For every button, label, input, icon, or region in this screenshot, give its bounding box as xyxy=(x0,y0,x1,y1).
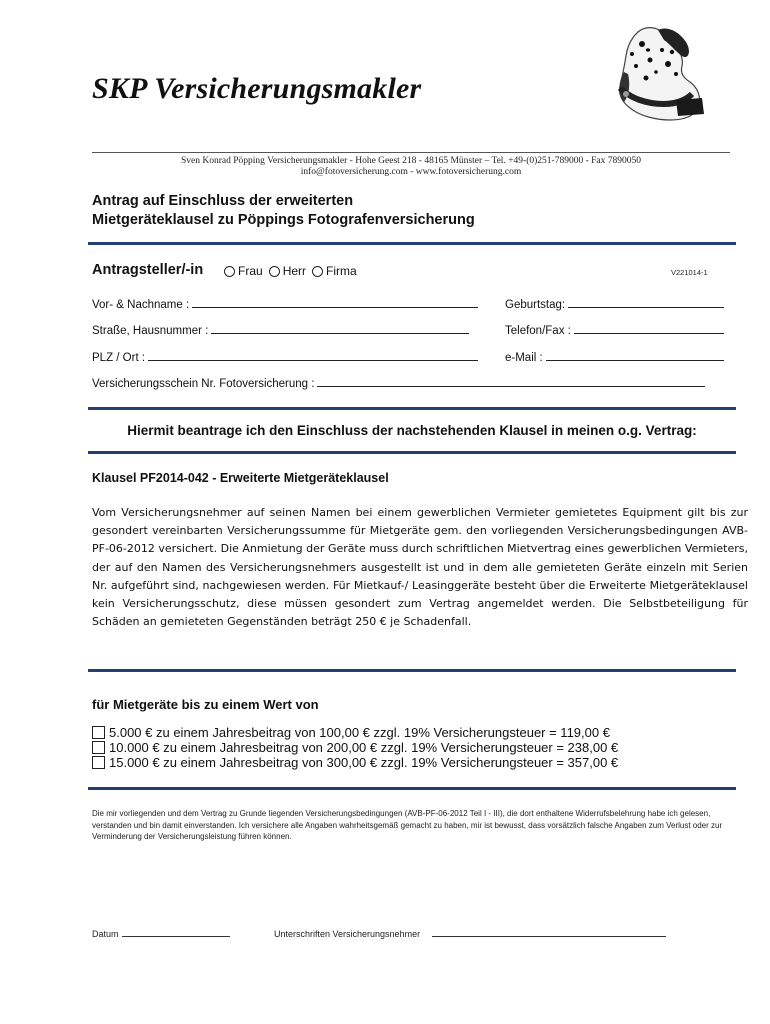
birthday-field[interactable]: Geburtstag: xyxy=(505,296,724,311)
section-bar xyxy=(88,669,736,672)
email-field[interactable]: e-Mail : xyxy=(505,349,724,364)
date-input-line[interactable] xyxy=(122,928,230,937)
company-name: SKP Versicherungsmakler xyxy=(92,72,422,105)
company-contact: info@fotoversicherung.com - www.fotoversicherung.com xyxy=(300,167,522,177)
street-input-line[interactable] xyxy=(211,322,469,334)
form-title xyxy=(92,192,475,230)
form-title-line1: Antrag auf Einschluss der erweiterten xyxy=(92,193,354,209)
signature-field[interactable]: Unterschriften Versicherungsnehmer xyxy=(274,928,666,939)
email-input-line[interactable] xyxy=(546,349,724,361)
city-field[interactable]: PLZ / Ort : xyxy=(92,349,478,364)
checkbox-icon[interactable] xyxy=(92,726,105,739)
form-title-line2: Mietgeräteklausel zu Pöppings Fotografenversicherung xyxy=(92,212,475,228)
option-5000[interactable]: 5.000 € zu einem Jahresbeitrag von 100,00 € zzgl. 19% Versicherungsteuer = 119,00 € xyxy=(92,725,610,740)
radio-herr[interactable]: Herr xyxy=(269,264,306,278)
signature-input-line[interactable] xyxy=(432,928,666,937)
section-bar xyxy=(88,787,736,790)
phone-input-line[interactable] xyxy=(574,322,724,334)
radio-frau[interactable]: Frau xyxy=(224,264,263,278)
policy-number-field[interactable]: Versicherungsschein Nr. Fotoversicherung : xyxy=(92,375,705,390)
date-field[interactable]: Datum xyxy=(92,928,230,939)
section-bar xyxy=(88,451,736,454)
salutation-radio-group xyxy=(224,264,363,278)
request-statement: Hiermit beantrage ich den Einschluss der nachstehenden Klausel in meinen o.g. Vertrag: xyxy=(127,423,697,438)
street-field[interactable]: Straße, Hausnummer : xyxy=(92,322,469,337)
applicant-label: Antragsteller/-in xyxy=(92,262,204,278)
clause-title: Klausel PF2014-042 - Erweiterte Mietgeräteklausel xyxy=(92,471,389,485)
radio-circle-icon xyxy=(312,266,323,277)
policy-input-line[interactable] xyxy=(317,375,705,387)
name-input-line[interactable] xyxy=(192,296,478,308)
checkbox-icon[interactable] xyxy=(92,756,105,769)
name-field[interactable]: Vor- & Nachname : xyxy=(92,296,478,311)
phone-field[interactable]: Telefon/Fax : xyxy=(505,322,724,337)
radio-circle-icon xyxy=(224,266,235,277)
clause-text: Vom Versicherungsnehmer auf seinen Namen bei einem gewerblichen Vermieter gemietetes Equipment gilt bis zur gesondert vereinbarten Versicherungssumme für Mietgeräte gem. den vorliegenden Versicherungsbedingungen AVB-PF-06-2012 versichert. Die Anmietung der Geräte muss durch schriftlichen Mietvertrag eines gewerblichen Vermieters, der auf den Namen des Versicherungsnehmers ausgestellt ist und in dem alle gemieteten Geräte einzeln mit Serien Nr. aufgeführt sind, nachgewiesen werden. Für Mietkauf-/ Leasinggeräte besteht über die Erweiterte Mietgeräteklausel kein Versicherungsschutz, diese müssen gesondert zum Vertrag angemeldet werden. Die Selbstbeteiligung für Schäden an gemieteten Gegenständen beträgt 250 € je Schadenfall. xyxy=(92,506,748,629)
radio-firma[interactable]: Firma xyxy=(312,264,357,278)
dalmatian-dog-logo xyxy=(606,20,718,124)
value-heading: für Mietgeräte bis zu einem Wert von xyxy=(92,697,319,712)
company-address: Sven Konrad Pöpping Versicherungsmakler - Hohe Geest 218 - 48165 Münster – Tel. +49-(0)251-789000 - Fax 7890050 xyxy=(180,156,641,166)
option-10000[interactable]: 10.000 € zu einem Jahresbeitrag von 200,00 € zzgl. 19% Versicherungsteuer = 238,00 € xyxy=(92,740,618,755)
header-divider xyxy=(92,152,730,153)
birthday-input-line[interactable] xyxy=(568,296,724,308)
form-version: V221014-1 xyxy=(671,268,708,277)
city-input-line[interactable] xyxy=(148,349,478,361)
option-15000[interactable]: 15.000 € zu einem Jahresbeitrag von 300,00 € zzgl. 19% Versicherungsteuer = 357,00 € xyxy=(92,755,618,770)
declaration-text: Die mir vorliegenden und dem Vertrag zu Grunde liegenden Versicherungsbedingungen (AVB-PF-06-2012 Teil I - III), die dort enthaltene Widerrufsbelehrung habe ich gelesen, verstanden und bin damit einverstanden. Ich versichere alle Angaben wahrheitsgemäß gemacht zu haben, mir ist bewusst, dass vorsätzlich falsche Angaben zum Verlust oder zur Verminderung der Versicherungsleistung führen können. xyxy=(92,809,723,841)
section-bar xyxy=(88,407,736,410)
section-bar xyxy=(88,242,736,245)
radio-circle-icon xyxy=(269,266,280,277)
checkbox-icon[interactable] xyxy=(92,741,105,754)
